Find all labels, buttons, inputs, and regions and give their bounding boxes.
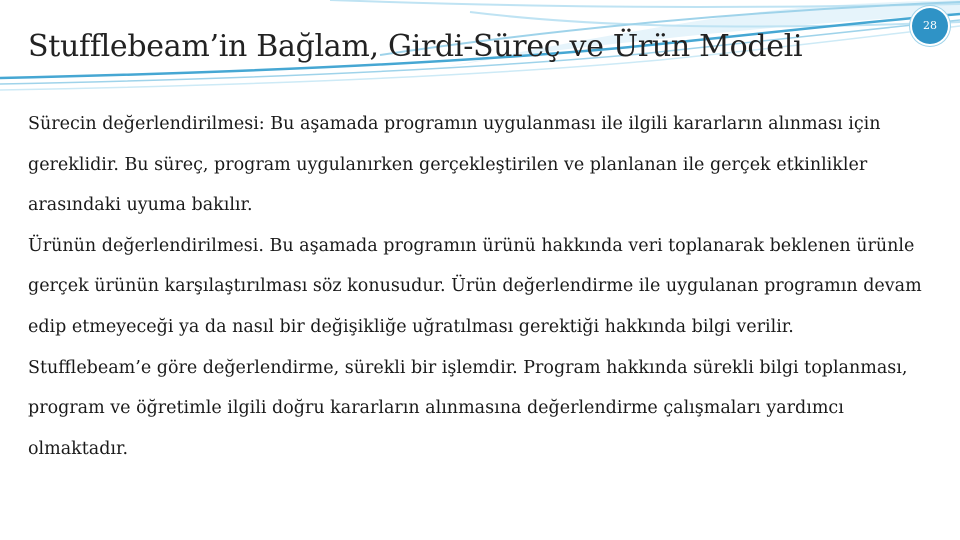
paragraph-product-evaluation: Ürünün değerlendirilmesi. Bu aşamada programın ürünü hakkında veri toplanarak beklenen ürünle gerçek ürünün karşılaştırılması söz konusudur. Ürün değerlendirme ile uygulanan programın devam edip etmeyeceği ya da nasıl bir değişikliğe uğratılması gerektiği hakkında bilgi verilir. [28, 235, 922, 337]
paragraph-continuous-evaluation: Stufflebeam’e göre değerlendirme, sürekli bir işlemdir. Program hakkında sürekli bilgi toplanması, program ve öğretimle ilgili doğru kararların alınmasına değerlendirme çalışmaları yardımcı olmaktadır. [28, 357, 908, 459]
page-number-badge: 28 [912, 8, 948, 44]
slide-body [28, 104, 948, 469]
slide-title: Stufflebeam’in Bağlam, Girdi-Süreç ve Ürün Modeli [28, 29, 803, 64]
paragraph-process-evaluation: Sürecin değerlendirilmesi: Bu aşamada programın uygulanması ile ilgili kararların alınması için gereklidir. Bu süreç, program uygulanırken gerçekleştirilen ve planlanan ile gerçek etkinlikler arasındaki uyuma bakılır. [28, 114, 881, 216]
